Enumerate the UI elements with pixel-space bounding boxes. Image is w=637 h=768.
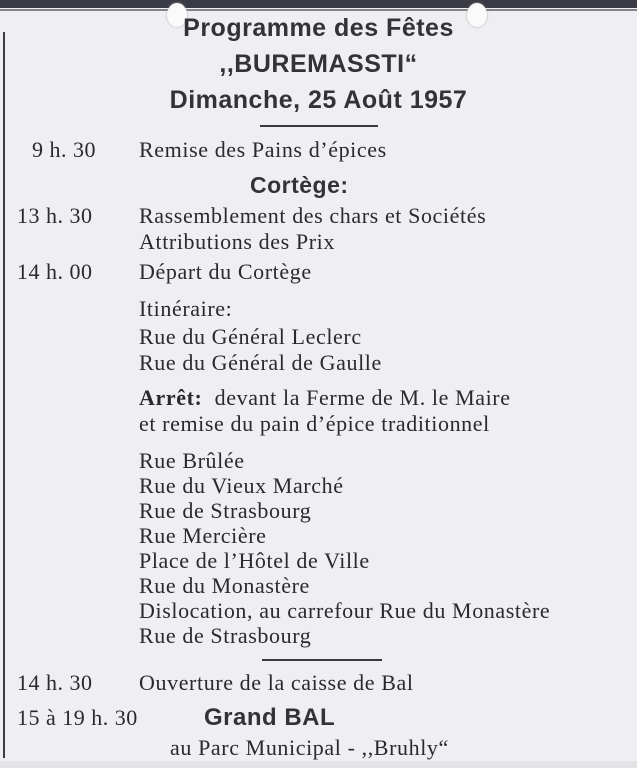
- top-rule: [0, 9, 637, 11]
- street-item: Place de l’Hôtel de Ville: [139, 548, 370, 573]
- time-1330: 13 h. 30: [17, 203, 93, 228]
- street-item: Rue du Monastère: [139, 573, 310, 598]
- header-divider: [260, 125, 378, 127]
- stop-text: devant la Ferme de M. le Maire: [214, 385, 511, 410]
- street-item: Rue Mercière: [139, 523, 267, 548]
- time-1400: 14 h. 00: [17, 259, 93, 284]
- section-cortege: Cortège:: [250, 172, 349, 198]
- event-attributions: Attributions des Prix: [139, 229, 335, 254]
- stop-label: Arrêt:: [139, 385, 203, 410]
- itinerary-label: Itinéraire:: [139, 296, 233, 321]
- header-title: Programme des Fêtes: [183, 14, 454, 42]
- header-date: Dimanche, 25 Août 1957: [169, 86, 468, 114]
- bal-location: au Parc Municipal - ,,Bruhly“: [170, 735, 449, 760]
- header-event-name: ,,BUREMASSTI“: [219, 50, 418, 78]
- itinerary-divider: [262, 659, 382, 661]
- event-rassemblement: Rassemblement des chars et Sociétés: [139, 203, 487, 228]
- time-0930: 9 h. 30: [32, 137, 96, 162]
- event-grand-bal: Grand BAL: [204, 704, 336, 731]
- event-remise-pains: Remise des Pains d’épices: [139, 137, 387, 162]
- street-item: Rue du Vieux Marché: [139, 473, 344, 498]
- street-item: Rue du Général de Gaulle: [139, 350, 382, 375]
- time-15-1930: 15 à 19 h. 30: [17, 705, 138, 730]
- page-top-edge: [0, 0, 637, 8]
- page-bottom-edge: [0, 761, 637, 768]
- stop-text-2: et remise du pain d’épice traditionnel: [139, 411, 490, 436]
- left-border: [3, 32, 5, 758]
- event-depart-cortege: Départ du Cortège: [139, 259, 312, 284]
- street-item: Rue de Strasbourg: [139, 623, 312, 648]
- time-1430: 14 h. 30: [17, 670, 93, 695]
- street-item: Rue de Strasbourg: [139, 498, 312, 523]
- street-item: Rue Brûlée: [139, 448, 245, 473]
- street-item: Rue du Général Leclerc: [139, 324, 362, 349]
- stop-line: [139, 385, 511, 411]
- street-item: Dislocation, au carrefour Rue du Monastère: [139, 598, 551, 623]
- event-ouverture-caisse: Ouverture de la caisse de Bal: [139, 670, 414, 695]
